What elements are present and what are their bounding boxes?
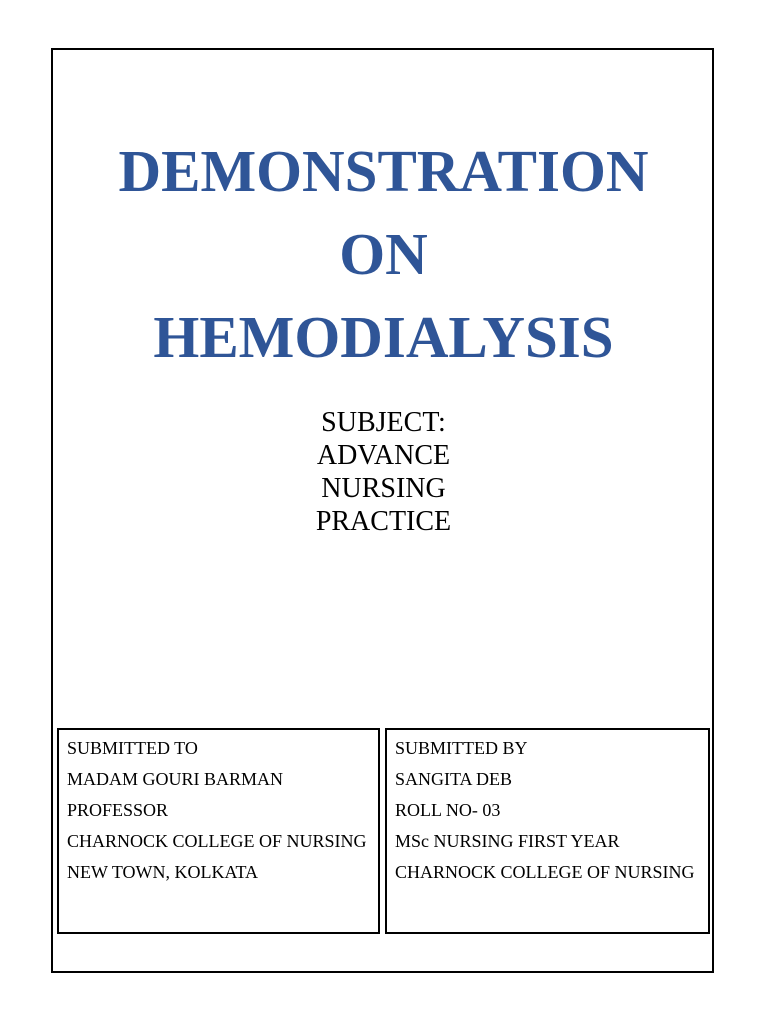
document-title [53, 130, 714, 379]
submitted-to-heading: SUBMITTED TO [67, 738, 198, 758]
subject-line-3: NURSING [321, 473, 446, 504]
submitted-to-designation: PROFESSOR [67, 800, 169, 820]
submitted-to-box [57, 728, 380, 934]
submitted-by-name: SANGITA DEB [395, 769, 513, 789]
submitted-to-institution: CHARNOCK COLLEGE OF NURSING [67, 831, 367, 851]
subject-block [53, 406, 714, 538]
submitted-by-institution: CHARNOCK COLLEGE OF NURSING [395, 862, 695, 882]
title-line-1: DEMONSTRATION [118, 138, 649, 204]
subject-line-4: PRACTICE [315, 506, 452, 537]
title-line-2: ON [339, 221, 428, 287]
submitted-by-box [385, 728, 710, 934]
submitted-by-roll: ROLL NO- 03 [395, 800, 501, 820]
submitted-to-name: MADAM GOURI BARMAN [67, 769, 284, 789]
subject-line-2: ADVANCE [316, 440, 451, 471]
submitted-by-course: MSc NURSING FIRST YEAR [395, 831, 620, 851]
title-line-3: HEMODIALYSIS [153, 304, 614, 370]
submitted-by-heading: SUBMITTED BY [395, 738, 528, 758]
subject-line-1: SUBJECT: [321, 407, 446, 438]
submitted-to-location: NEW TOWN, KOLKATA [67, 862, 259, 882]
